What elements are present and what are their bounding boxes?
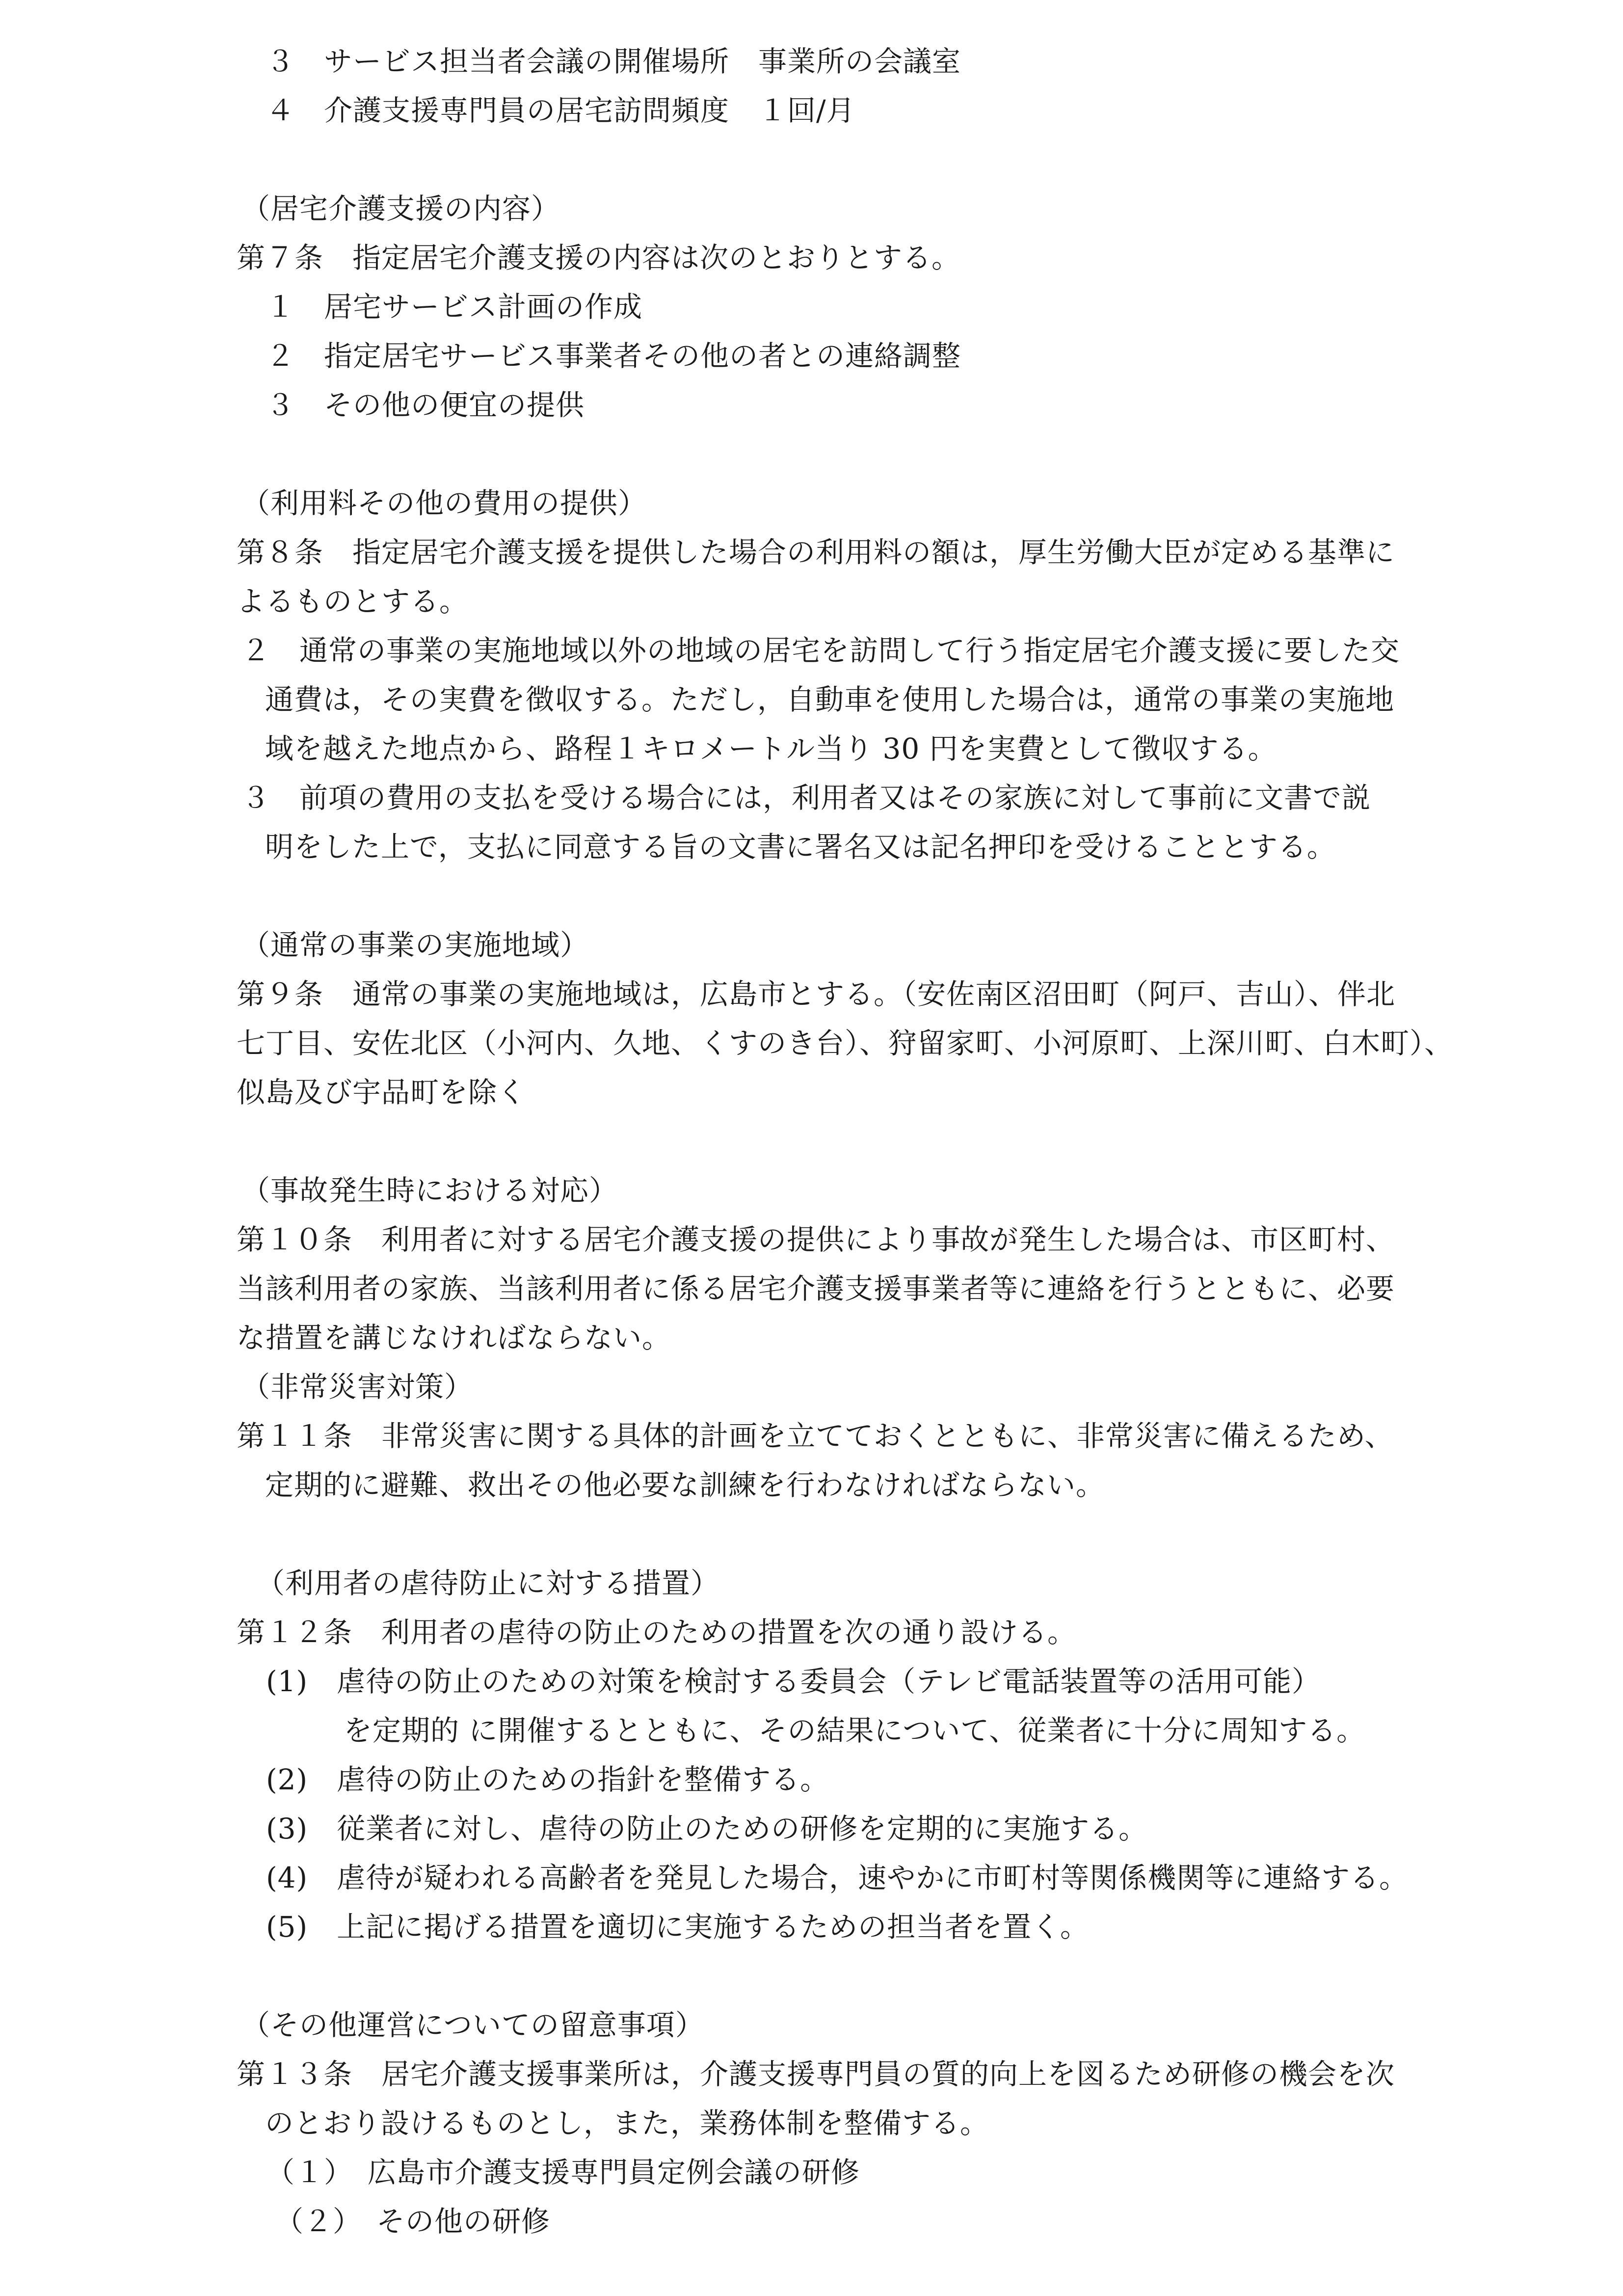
heading-article-12: （利用者の虐待防止に対する措置） (256, 1567, 720, 1600)
heading-article-11: （非常災害対策） (241, 1370, 474, 1404)
article-13-text-1: 第１３条 居宅介護支援事業所は，介護支援専門員の質的向上を図るため研修の機会を次 (237, 2057, 1395, 2091)
item-visit-frequency: ４ 介護支援専門員の居宅訪問頻度 １回/月 (266, 94, 855, 127)
heading-article-10: （事故発生時における対応） (241, 1174, 618, 1207)
article-12-item-3: (3) 従業者に対し、虐待の防止のための研修を定期的に実施する。 (266, 1812, 1148, 1845)
article-12-text: 第１２条 利用者の虐待の防止のための措置を次の通り設ける。 (237, 1616, 1077, 1649)
article-8-para-2-2: 通費は，その実費を徴収する。ただし，自動車を使用した場合は，通常の事業の実施地 (265, 683, 1395, 716)
article-13-item-1: （１） 広島市介護支援専門員定例会議の研修 (266, 2156, 860, 2189)
article-13-item-2: （２） その他の研修 (275, 2205, 551, 2238)
article-11-text-1: 第１１条 非常災害に関する具体的計画を立てておくとともに、非常災害に備えるため、 (237, 1419, 1394, 1453)
article-8-para-2-3: 域を越えた地点から、路程１キロメートル当り 30 円を実費として徴収する。 (265, 732, 1277, 765)
article-12-item-1: (1) 虐待の防止のための対策を検討する委員会（テレビ電話装置等の活用可能） (266, 1665, 1321, 1698)
article-10-text-1: 第１０条 利用者に対する居宅介護支援の提供により事故が発生した場合は、市区町村、 (237, 1223, 1395, 1256)
article-7-item-2: ２ 指定居宅サービス事業者その他の者との連絡調整 (266, 339, 961, 373)
article-7-text: 第７条 指定居宅介護支援の内容は次のとおりとする。 (237, 241, 961, 274)
article-8-text-2: よるものとする。 (237, 585, 469, 618)
article-9-text-2: 七丁目、安佐北区（小河内、久地、くすのき台）、狩留家町、小河原町、上深川町、白木町）、 (237, 1026, 1454, 1060)
article-8-para-2-1: ２ 通常の事業の実施地域以外の地域の居宅を訪問して行う指定居宅介護支援に要した交 (241, 634, 1400, 667)
article-7-item-1: １ 居宅サービス計画の作成 (266, 290, 643, 324)
heading-article-8: （利用料その他の費用の提供） (241, 486, 647, 520)
article-10-text-3: な措置を講じなければならない。 (237, 1321, 671, 1354)
article-7-item-3: ３ その他の便宜の提供 (266, 388, 585, 422)
article-12-item-2: (2) 虐待の防止のための指針を整備する。 (266, 1763, 829, 1796)
article-10-text-2: 当該利用者の家族、当該利用者に係る居宅介護支援事業者等に連絡を行うとともに、必要 (237, 1272, 1395, 1305)
item-meeting-place: ３ サービス担当者会議の開催場所 事業所の会議室 (266, 45, 961, 78)
article-9-text-1: 第９条 通常の事業の実施地域は，広島市とする。（安佐南区沼田町（阿戸、吉山）、伴北 (237, 977, 1396, 1011)
article-9-text-3: 似島及び宇品町を除く (237, 1076, 527, 1109)
heading-article-13: （その他運営についての留意事項） (241, 2008, 704, 2042)
article-12-item-1-cont: を定期的 に開催するとともに、その結果について、従業者に十分に周知する。 (344, 1714, 1366, 1747)
article-8-text-1: 第８条 指定居宅介護支援を提供した場合の利用料の額は，厚生労働大臣が定める基準に (237, 536, 1395, 569)
heading-article-7: （居宅介護支援の内容） (241, 192, 560, 225)
article-8-para-3-2: 明をした上で，支払に同意する旨の文書に署名又は記名押印を受けることとする。 (265, 830, 1336, 864)
article-12-item-5: (5) 上記に掲げる措置を適切に実施するための担当者を置く。 (266, 1910, 1089, 1944)
article-13-text-2: のとおり設けるものとし，また，業務体制を整備する。 (265, 2107, 989, 2140)
article-8-para-3-1: ３ 前項の費用の支払を受ける場合には，利用者又はその家族に対して事前に文書で説 (241, 781, 1371, 814)
heading-article-9: （通常の事業の実施地域） (241, 928, 589, 962)
article-11-text-2: 定期的に避難、救出その他必要な訓練を行わなければならない。 (265, 1468, 1105, 1502)
article-12-item-4: (4) 虐待が疑われる高齢者を発見した場合，速やかに市町村等関係機関等に連絡する。 (266, 1861, 1409, 1894)
